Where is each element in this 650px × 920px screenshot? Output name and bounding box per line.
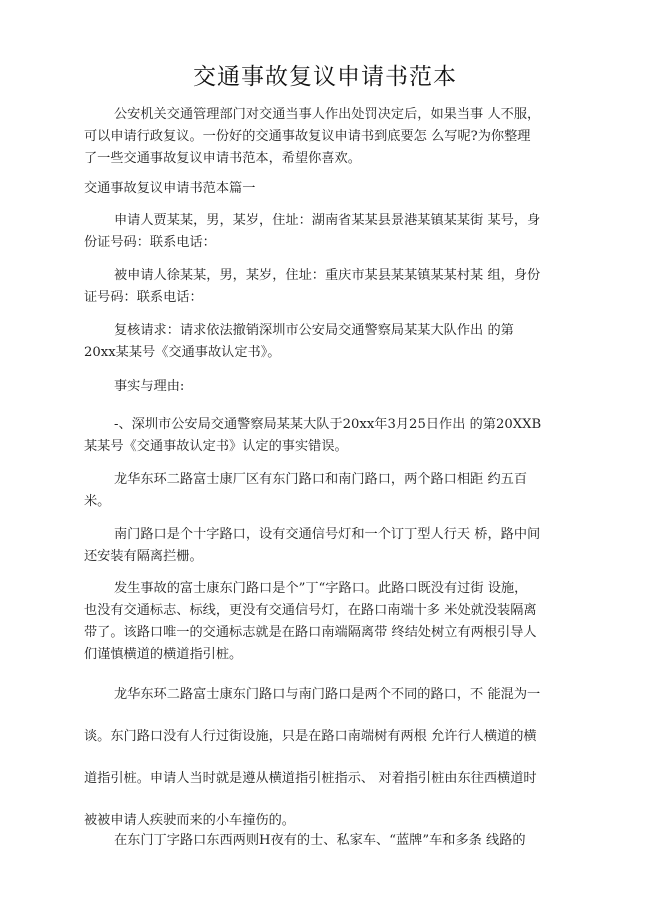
paragraph-line: 南门路口是个十字路口，设有交通信号灯和一个订丁型人行天 桥，路中间 <box>114 527 541 542</box>
paragraph-line: 还安装有隔离拦栅。 <box>84 549 203 564</box>
different-gates-paragraph <box>84 674 572 842</box>
longhua-paragraph <box>84 469 572 513</box>
reason-one-paragraph <box>84 414 572 458</box>
paragraph-line: 被申请人徐某某，男，某岁，住址：重庆市某县某某镇某某村某 组，身份 <box>114 268 541 283</box>
section-heading <box>84 178 572 200</box>
east-gate-paragraph <box>84 578 572 666</box>
paragraph-line: 道指引桩。申请人当时就是遵从横道指引桩指示、 对着指引桩由东往西横道时 <box>84 771 537 786</box>
paragraph-line: 某某号《交通事故认定书》认定的事实错误。 <box>84 439 348 454</box>
paragraph-line: 也没有交通标志、标线，更没有交通信号灯，在路口南端十多 米处就没装隔离 <box>84 603 537 618</box>
paragraph-line: 龙华东环二路富士康东门路口与南门路口是两个不同的路口，不 能混为一 <box>114 687 541 702</box>
paragraph-line: 份证号码：联系电话： <box>84 235 216 250</box>
paragraph-line: 谈。东门路口没有人行过街设施，只是在路口南端树有两根 允许行人横道的横 <box>84 729 537 744</box>
paragraph-line: 被被申请人疾驶而来的小车撞伤的。 <box>84 813 295 828</box>
paragraph-line: 在东门丁字路口东西两则H夜有的士、私家车、“蓝牌”车和多条 线路的 <box>114 833 526 848</box>
paragraph-line: 米。 <box>84 494 111 509</box>
document-title: 交通事故复议申请书范本 <box>193 64 457 90</box>
request-paragraph <box>84 320 572 364</box>
paragraph-line: 公安机关交通管理部门对交通当事人作出处罚决定后，如果当事 人不服， <box>114 107 541 122</box>
facts-heading <box>84 376 572 398</box>
paragraph-line: 申请人贾某某，男，某岁，住址：湖南省某某县景港某镇某某街 某号，身 <box>114 213 541 228</box>
respondent-paragraph <box>84 265 572 309</box>
paragraph-line: 们谨慎横道的横道指引桩。 <box>84 647 243 662</box>
paragraph-line: 带了。该路口唯一的交通标志就是在路口南端隔离带 终结处树立有两根引导人 <box>84 625 537 640</box>
paragraph-line: 了一些交通事故复议申请书范本，希望你喜欢。 <box>84 151 361 166</box>
intro-paragraph <box>84 104 572 170</box>
paragraph-line: 发生事故的富士康东门路口是个”丁“字路口。此路口既没有过街 设施， <box>114 581 528 596</box>
paragraph-line: 复核请求：请求依法撤销深圳市公安局交通警察局某某大队作出 的第 <box>114 323 514 338</box>
last-paragraph <box>84 830 572 852</box>
section-heading-text: 交通事故复议申请书范本篇一 <box>84 181 256 196</box>
paragraph-line: 可以申请行政复议。一份好的交通事故复议申请书到底要怎 么写呢?为你整理 <box>84 129 531 144</box>
paragraph-line: 证号码：联系电话： <box>84 290 203 305</box>
facts-heading-text: 事实与理由: <box>114 379 185 394</box>
paragraph-line: -、深圳市公安局交通警察局某某大队于20xx年3月25日作出 的第20XXB <box>114 417 542 432</box>
applicant-paragraph <box>84 210 572 254</box>
paragraph-line: 龙华东环二路富士康厂区有东门路口和南门路口，两个路口相距 约五百 <box>114 472 528 487</box>
paragraph-line: 20xx某某号《交通事故认定书》。 <box>84 345 281 360</box>
south-gate-paragraph <box>84 524 572 568</box>
